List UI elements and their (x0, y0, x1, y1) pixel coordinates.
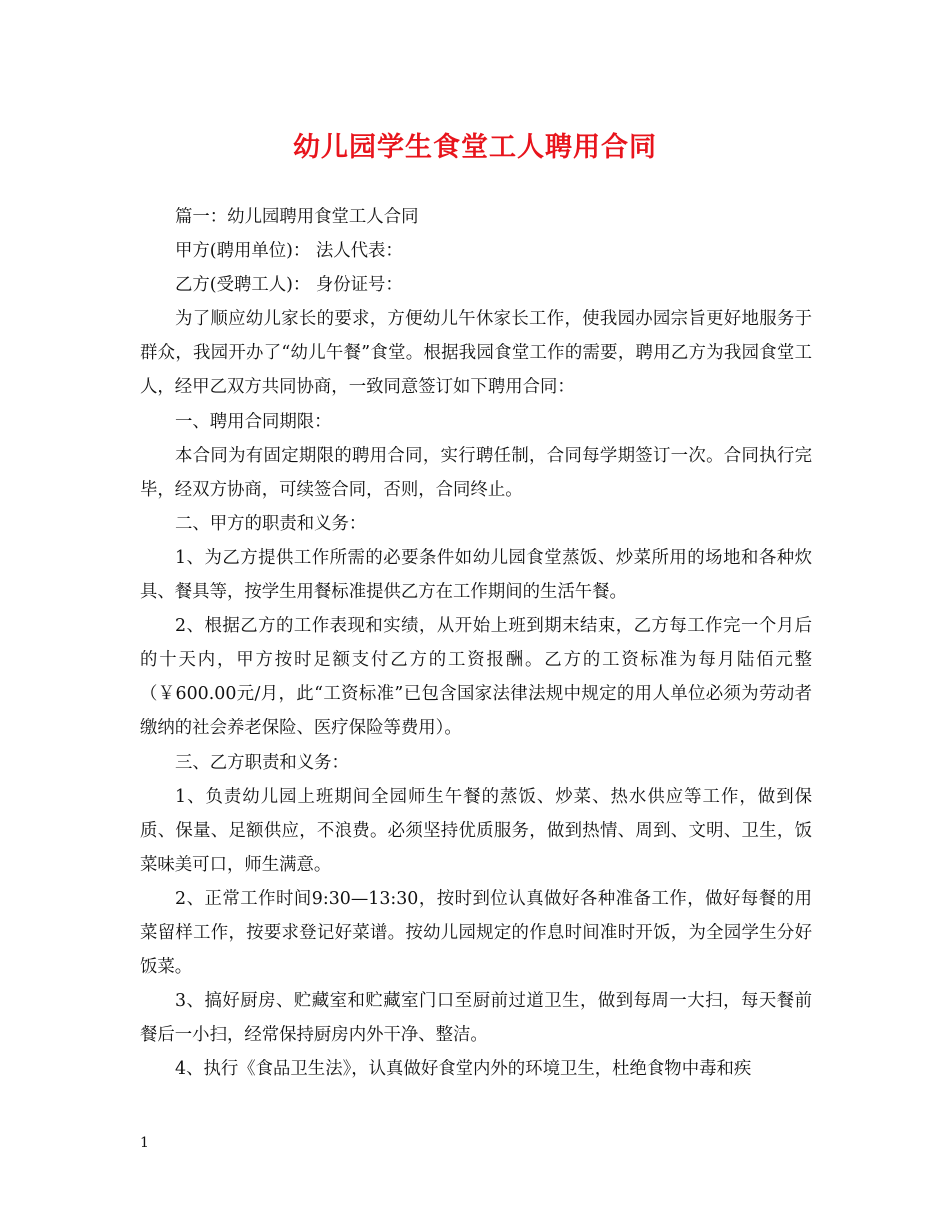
paragraph: 本合同为有固定期限的聘用合同，实行聘任制，合同每学期签订一次。合同执行完毕，经双方协商，可续签合同，否则，合同终止。 (140, 445, 812, 500)
paragraph: 2、根据乙方的工作表现和实绩，从开始上班到期末结束，乙方每工作完一个月后的十天内，甲方按时足额支付乙方的工资报酬。乙方的工资标准为每月陆佰元整（￥600.00元/月，此“工资标准”已包含国家法律法规中规定的用人单位必须为劳动者缴纳的社会养老保险、医疗保险等费用）。 (140, 616, 812, 739)
paragraph: 1、为乙方提供工作所需的必要条件如幼儿园食堂蒸饭、炒菜所用的场地和各种炊具、餐具等，按学生用餐标准提供乙方在工作期间的生活午餐。 (140, 547, 812, 603)
page-number: 1 (140, 1135, 149, 1151)
document-title: 幼儿园学生食堂工人聘用合同 (293, 132, 657, 163)
paragraph: 篇一：幼儿园聘用食堂工人合同 (175, 207, 419, 227)
paragraph: 1、负责幼儿园上班期间全园师生午餐的蒸饭、炒菜、热水供应等工作，做到保质、保量、足额供应，不浪费。必须坚持优质服务，做到热情、周到、文明、卫生，饭菜味美可口，师生满意。 (140, 786, 812, 875)
paragraph: 3、搞好厨房、贮藏室和贮藏室门口至厨前过道卫生，做到每周一大扫，每天餐前餐后一小扫，经常保持厨房内外干净、整洁。 (140, 991, 812, 1046)
document-body (140, 200, 812, 1086)
section-heading: 三、乙方职责和义务： (175, 752, 349, 773)
paragraph: 甲方(聘用单位)： 法人代表： (175, 241, 403, 262)
paragraph: 为了顺应幼儿家长的要求，方便幼儿午休家长工作，使我园办园宗旨更好地服务于群众，我园开办了“幼儿午餐”食堂。根据我园食堂工作的需要，聘用乙方为我园食堂工人，经甲乙双方共同协商，一致同意签订如下聘用合同： (140, 309, 812, 398)
section-heading: 一、聘用合同期限： (175, 411, 332, 432)
section-heading: 二、甲方的职责和义务： (175, 513, 367, 534)
paragraph: 4、执行《食品卫生法》，认真做好食堂内外的环境卫生，杜绝食物中毒和疾 (175, 1059, 752, 1080)
paragraph: 2、正常工作时间9:30—13:30，按时到位认真做好各种准备工作，做好每餐的用菜留样工作，按要求登记好菜谱。按幼儿园规定的作息时间准时开饭，为全园学生分好饭菜。 (140, 888, 812, 978)
paragraph: 乙方(受聘工人)： 身份证号： (175, 275, 403, 296)
